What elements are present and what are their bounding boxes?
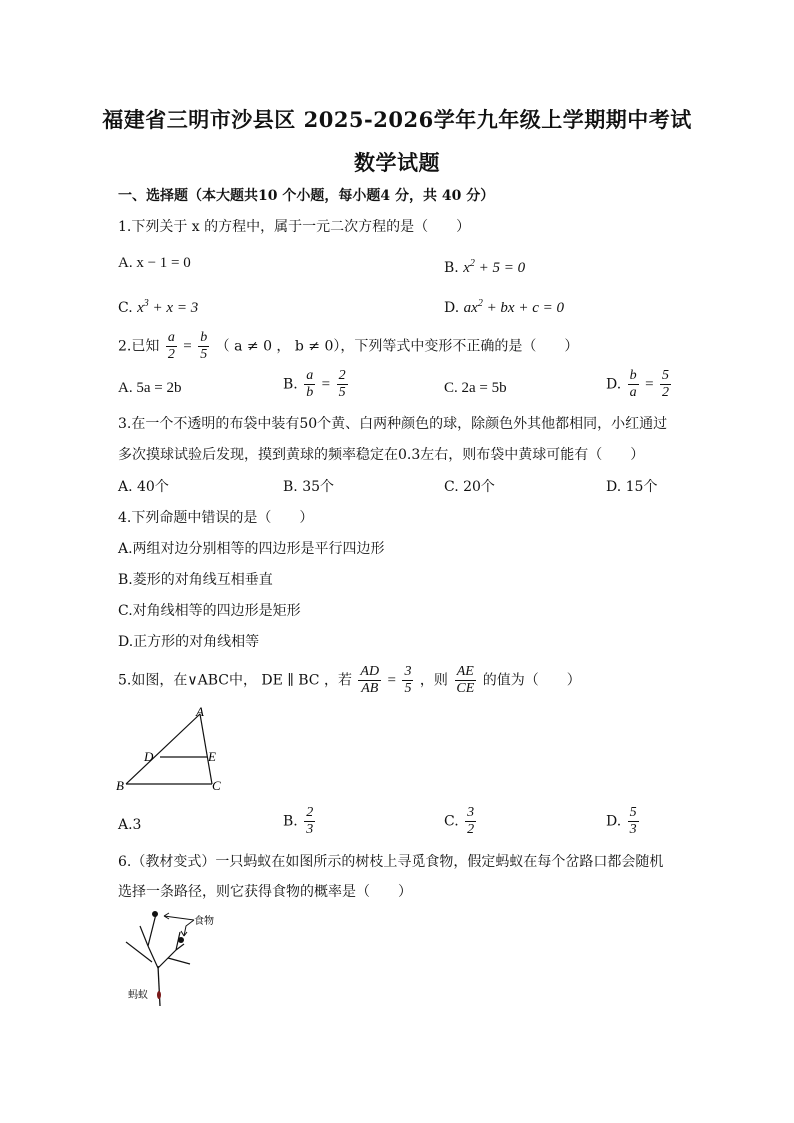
q3-line-1: 3.在一个不透明的布袋中装有50个黄、白两种颜色的球，除颜色外其他都相同，小红通过 [118, 416, 668, 432]
fraction-a-over-b: $\frac{a}{b}$ [306, 368, 314, 400]
food-label: 食物 [194, 916, 214, 927]
q3-option-d: D. 15个 [606, 479, 658, 495]
fraction-5-over-2: $\frac{5}{2}$ [662, 368, 670, 400]
q3-option-b: B. 35个 [283, 479, 335, 495]
q5-d-label: D. [606, 813, 622, 830]
q2-option-b: B. $\frac{a}{b}$ = $\frac{2}{5}$ [283, 368, 346, 400]
q1-option-c [118, 294, 198, 318]
food-dot-1 [152, 911, 158, 917]
q1-c-math: $x^3 + x = 3$ [137, 298, 199, 316]
q2-option-c: C. 2a = 5b [444, 380, 507, 396]
q2-option-a: A. 5a = 2b [118, 380, 182, 396]
q3-line-2: 多次摸球试验后发现，摸到黄球的频率稳定在0.3左右，则布袋中黄球可能有（ ） [118, 447, 645, 463]
q5-option-c [444, 805, 478, 838]
trunk [158, 966, 160, 1006]
q1-option-d [444, 294, 564, 318]
q1-c-label: C. [118, 300, 133, 316]
fraction-3-over-2: $\frac{3}{2}$ [467, 805, 475, 837]
q3-option-a: A. 40个 [118, 479, 169, 495]
fraction-a-over-2: $\frac{a}{2}$ [167, 330, 175, 362]
q5-option-b [283, 805, 317, 838]
label-c: C [212, 778, 221, 793]
q4-option-c: C.对角线相等的四边形是矩形 [118, 603, 301, 619]
fraction-b-over-5: $\frac{b}{5}$ [200, 330, 208, 362]
q1-b-math: $x^2 + 5 = 0$ [463, 258, 526, 276]
q2-option-d: D. $\frac{b}{a}$ = $\frac{5}{2}$ [606, 368, 670, 400]
q4-stem: 4.下列命题中错误的是（ ） [118, 510, 314, 526]
fraction-ad-over-ab: $\frac{AD}{AB}$ [360, 664, 380, 696]
q2-d-label: D. [606, 376, 622, 393]
q5-stem-mid: ，则 [419, 672, 448, 689]
label-d: D [144, 749, 154, 764]
side-ab [126, 714, 200, 784]
q4-option-b: B.菱形的对角线互相垂直 [118, 572, 273, 588]
label-e: E [208, 749, 216, 764]
q5-stem-suffix: 的值为（ ） [482, 672, 581, 689]
q3-option-c: C. 20个 [444, 479, 495, 495]
q6-line-1: 6.（教材变式）一只蚂蚁在如图所示的树枝上寻觅食物，假定蚂蚁在每个岔路口都会随机 [118, 854, 664, 870]
q5-option-d [606, 805, 641, 838]
food-dot-2 [178, 937, 184, 943]
q5-stem: 5.如图，在∨ABC中， DE ∥ BC ，若 $\frac{AD}{AB}$ = $\frac{3}{5}$ ，则 $\frac{AE}{CE}$ 的值为（ ） [118, 664, 581, 696]
q5-c-label: C. [444, 813, 459, 830]
ant-label: 蚂蚁 [128, 990, 148, 1001]
q1-d-label: D. [444, 300, 460, 316]
q6-line-2: 选择一条路径，则它获得食物的概率是（ ） [118, 884, 412, 900]
fraction-3-over-5: $\frac{3}{5}$ [404, 664, 412, 696]
triangle-figure [112, 704, 232, 796]
label-a: A [196, 704, 204, 719]
fraction-2-over-3: $\frac{2}{3}$ [306, 805, 314, 837]
q5-b-label: B. [283, 813, 298, 830]
q5-stem-prefix: 5.如图，在∨ABC中， DE ∥ BC ，若 [118, 672, 352, 689]
q1-b-label: B. [444, 260, 459, 276]
fraction-b-over-a: $\frac{b}{a}$ [629, 368, 637, 400]
q1-option-b [444, 254, 525, 278]
q1-stem: 1.下列关于 x 的方程中，属于一元二次方程的是（ ） [118, 219, 471, 235]
q2-stem: 2.已知 $\frac{a}{2}$ = $\frac{b}{5}$ （ a ≠ 0 ， b ≠ 0），下列等式中变形不正确的是（ ） [118, 330, 579, 362]
q1-d-math: $ax^2$ + bx + c = 0 [463, 298, 564, 316]
q2-stem-suffix: （ a ≠ 0 ， b ≠ 0），下列等式中变形不正确的是（ ） [215, 338, 579, 355]
q2-b-label: B. [283, 376, 298, 393]
fraction-ae-over-ce: $\frac{AE}{CE}$ [456, 664, 475, 696]
q4-option-d: D.正方形的对角线相等 [118, 634, 260, 650]
q4-option-a: A.两组对边分别相等的四边形是平行四边形 [118, 541, 385, 557]
title-line-1: 福建省三明市沙县区 2025-2026学年九年级上学期期中考试 [102, 107, 692, 132]
ant-icon [157, 991, 161, 999]
q1-option-a: A. x − 1 = 0 [118, 255, 191, 271]
fraction-2-over-5: $\frac{2}{5}$ [338, 368, 346, 400]
section-heading: 一、选择题（本大题共10 个小题，每小题4 分，共 40 分） [118, 188, 495, 204]
fraction-5-over-3: $\frac{5}{3}$ [629, 805, 637, 837]
q2-stem-prefix: 2.已知 [118, 338, 160, 355]
label-b: B [116, 778, 124, 793]
title-line-2: 数学试题 [354, 150, 440, 175]
tree-figure [118, 906, 228, 1010]
q5-option-a: A.3 [118, 817, 142, 833]
